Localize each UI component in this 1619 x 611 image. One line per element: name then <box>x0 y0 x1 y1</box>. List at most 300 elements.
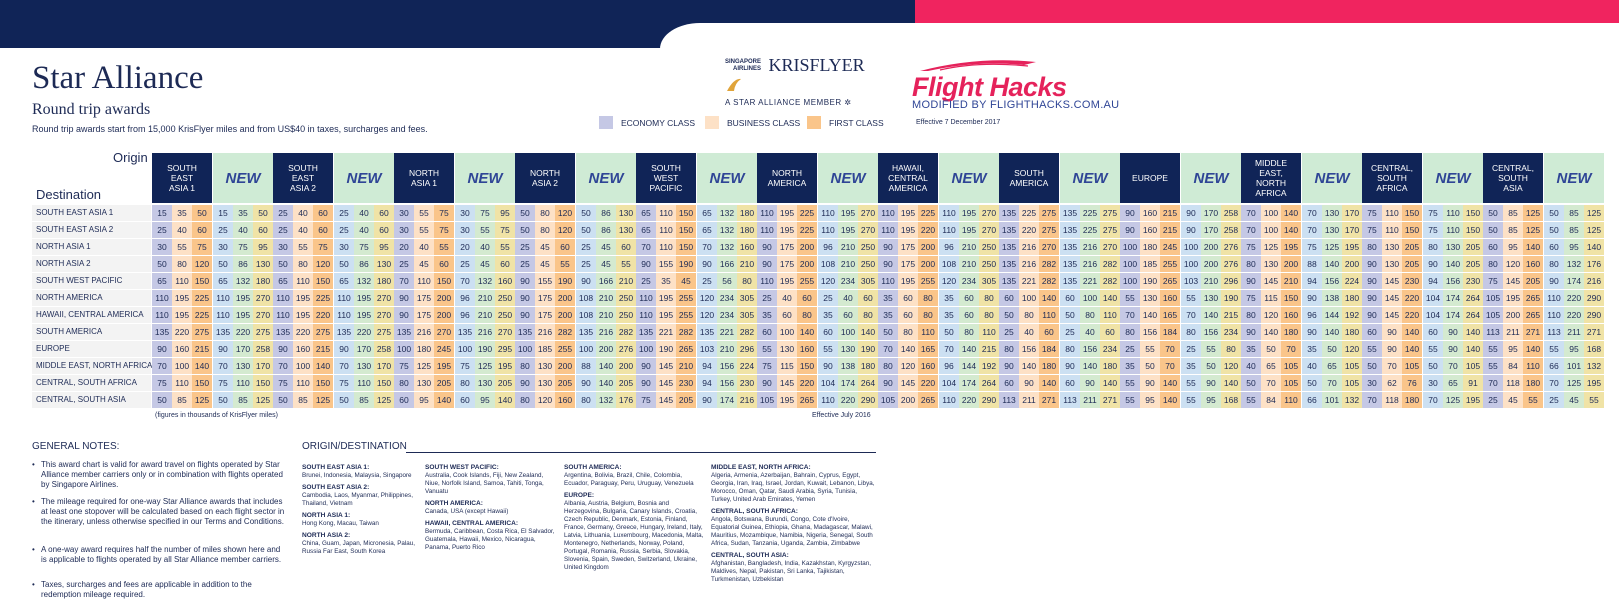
miles-cell: 105 <box>1281 375 1301 391</box>
miles-cell: 50 <box>192 205 212 221</box>
miles-cell: 195 <box>777 392 797 408</box>
miles-cell: 175 <box>777 256 797 272</box>
miles-cell: 65 <box>213 273 233 289</box>
miles-cell: 50 <box>1483 205 1503 221</box>
miles-cell: 88 <box>576 358 596 374</box>
miles-cell: 75 <box>1362 205 1382 221</box>
miles-cell: 105 <box>1463 358 1483 374</box>
miles-cell: 90 <box>1302 324 1322 340</box>
destination-row-label: NORTH AMERICA <box>32 290 151 306</box>
miles-cell: 60 <box>1544 239 1564 255</box>
new-header: NEW <box>334 153 394 203</box>
miles-cell: 25 <box>152 222 172 238</box>
miles-cell: 70 <box>1281 341 1301 357</box>
miles-cell: 120 <box>192 256 212 272</box>
miles-cell: 250 <box>495 307 515 323</box>
miles-cell: 271 <box>1039 392 1059 408</box>
miles-cell: 105 <box>1342 375 1362 391</box>
miles-cell: 65 <box>697 222 717 238</box>
miles-cell: 104 <box>939 375 959 391</box>
miles-cell: 15 <box>213 205 233 221</box>
miles-cell: 180 <box>1140 239 1160 255</box>
miles-cell: 55 <box>1181 290 1201 306</box>
miles-cell: 65 <box>1443 375 1463 391</box>
miles-cell: 110 <box>1544 307 1564 323</box>
miles-cell: 265 <box>797 392 817 408</box>
miles-cell: 170 <box>1342 205 1362 221</box>
miles-cell: 80 <box>918 307 938 323</box>
miles-cell: 110 <box>656 205 676 221</box>
miles-cell: 175 <box>777 239 797 255</box>
economy-swatch <box>599 116 613 129</box>
miles-cell: 140 <box>596 375 616 391</box>
origin-destination-column <box>302 464 420 560</box>
miles-cell: 215 <box>979 341 999 357</box>
miles-cell: 25 <box>394 256 414 272</box>
miles-cell: 95 <box>1564 239 1584 255</box>
miles-cell: 175 <box>414 290 434 306</box>
miles-cell: 200 <box>555 358 575 374</box>
miles-cell: 90 <box>697 256 717 272</box>
miles-cell: 55 <box>757 341 777 357</box>
miles-cell: 132 <box>717 205 737 221</box>
miles-cell: 70 <box>273 358 293 374</box>
miles-cell: 215 <box>1160 205 1180 221</box>
miles-cell: 290 <box>1584 307 1604 323</box>
miles-cell: 250 <box>858 256 878 272</box>
miles-cell: 225 <box>918 205 938 221</box>
miles-cell: 225 <box>192 307 212 323</box>
miles-cell: 80 <box>1362 239 1382 255</box>
miles-cell: 60 <box>999 290 1019 306</box>
miles-cell: 275 <box>253 324 273 340</box>
miles-cell: 110 <box>273 290 293 306</box>
miles-cell: 265 <box>1160 273 1180 289</box>
miles-cell: 125 <box>1523 222 1543 238</box>
miles-cell: 62 <box>1382 375 1402 391</box>
miles-cell: 25 <box>757 290 777 306</box>
miles-cell: 60 <box>555 239 575 255</box>
miles-cell: 264 <box>858 375 878 391</box>
miles-cell: 195 <box>495 358 515 374</box>
region-heading: CENTRAL, SOUTH ASIA: <box>711 552 789 559</box>
miles-cell: 75 <box>1423 205 1443 221</box>
miles-cell: 40 <box>233 222 253 238</box>
miles-cell: 265 <box>1523 290 1543 306</box>
miles-cell: 113 <box>1483 324 1503 340</box>
miles-cell: 113 <box>1060 392 1080 408</box>
miles-cell: 45 <box>414 256 434 272</box>
miles-cell: 205 <box>1402 239 1422 255</box>
miles-cell: 290 <box>979 392 999 408</box>
miles-cell: 50 <box>1423 358 1443 374</box>
miles-cell: 275 <box>192 324 212 340</box>
miles-cell: 270 <box>858 222 878 238</box>
miles-cell: 25 <box>818 290 838 306</box>
new-header: NEW <box>1060 153 1120 203</box>
miles-cell: 220 <box>1019 222 1039 238</box>
miles-cell: 156 <box>1140 324 1160 340</box>
miles-cell: 195 <box>898 205 918 221</box>
miles-cell: 75 <box>1241 290 1261 306</box>
miles-cell: 195 <box>959 205 979 221</box>
miles-cell: 70 <box>697 239 717 255</box>
miles-cell: 60 <box>1483 239 1503 255</box>
miles-cell: 216 <box>596 324 616 340</box>
miles-cell: 138 <box>838 358 858 374</box>
miles-cell: 200 <box>555 307 575 323</box>
miles-cell: 50 <box>1060 307 1080 323</box>
miles-cell: 70 <box>1302 222 1322 238</box>
miles-cell: 90 <box>1302 290 1322 306</box>
miles-cell: 96 <box>939 239 959 255</box>
miles-cell: 144 <box>1322 307 1342 323</box>
miles-cell: 110 <box>979 324 999 340</box>
miles-cell: 255 <box>1160 256 1180 272</box>
miles-cell: 125 <box>1261 239 1281 255</box>
miles-cell: 200 <box>596 341 616 357</box>
miles-cell: 50 <box>1483 222 1503 238</box>
miles-cell: 200 <box>918 239 938 255</box>
miles-cell: 70 <box>1544 375 1564 391</box>
miles-cell: 185 <box>1140 256 1160 272</box>
miles-cell: 100 <box>1080 290 1100 306</box>
miles-cell: 94 <box>1423 273 1443 289</box>
region-heading: NORTH AMERICA: <box>425 500 483 507</box>
miles-cell: 110 <box>636 290 656 306</box>
miles-cell: 190 <box>1221 290 1241 306</box>
band-curve <box>660 23 1619 53</box>
miles-cell: 90 <box>697 392 717 408</box>
miles-cell: 296 <box>737 341 757 357</box>
miles-cell: 60 <box>192 222 212 238</box>
miles-cell: 215 <box>192 341 212 357</box>
miles-cell: 110 <box>334 307 354 323</box>
miles-cell: 216 <box>1019 239 1039 255</box>
miles-cell: 140 <box>1322 324 1342 340</box>
miles-cell: 184 <box>1160 324 1180 340</box>
miles-cell: 195 <box>233 290 253 306</box>
miles-cell: 250 <box>495 290 515 306</box>
miles-cell: 110 <box>918 324 938 340</box>
miles-cell: 200 <box>898 392 918 408</box>
miles-cell: 271 <box>1100 392 1120 408</box>
miles-cell: 211 <box>1019 392 1039 408</box>
miles-cell: 140 <box>1281 205 1301 221</box>
miles-cell: 80 <box>1120 324 1140 340</box>
miles-cell: 118 <box>1382 392 1402 408</box>
legend-first-label: FIRST CLASS <box>829 117 884 128</box>
miles-cell: 140 <box>1402 324 1422 340</box>
miles-cell: 170 <box>1201 205 1221 221</box>
legend-business-label: BUSINESS CLASS <box>727 117 801 128</box>
singapore-airlines-wordmark: SINGAPORE AIRLINES <box>725 58 762 72</box>
miles-cell: 40 <box>172 222 192 238</box>
miles-cell: 110 <box>939 392 959 408</box>
zone-header: CENTRAL, SOUTH AFRICA <box>1362 153 1422 203</box>
miles-cell: 110 <box>818 392 838 408</box>
miles-cell: 125 <box>1322 239 1342 255</box>
miles-cell: 270 <box>434 324 454 340</box>
miles-cell: 130 <box>374 256 394 272</box>
miles-cell: 70 <box>1160 341 1180 357</box>
miles-cell: 80 <box>576 392 596 408</box>
miles-cell: 90 <box>1443 341 1463 357</box>
miles-cell: 135 <box>455 324 475 340</box>
page-subtitle: Round trip awards <box>32 101 151 118</box>
miles-cell: 90 <box>1241 324 1261 340</box>
miles-cell: 35 <box>878 307 898 323</box>
miles-cell: 270 <box>253 307 273 323</box>
miles-cell: 290 <box>1584 290 1604 306</box>
miles-cell: 130 <box>1382 256 1402 272</box>
miles-cell: 45 <box>475 256 495 272</box>
miles-cell: 234 <box>959 273 979 289</box>
miles-cell: 195 <box>293 307 313 323</box>
miles-cell: 40 <box>1241 358 1261 374</box>
miles-cell: 180 <box>737 205 757 221</box>
miles-cell: 216 <box>1080 256 1100 272</box>
miles-cell: 282 <box>676 324 696 340</box>
miles-cell: 86 <box>596 205 616 221</box>
miles-cell: 120 <box>1261 307 1281 323</box>
miles-cell: 30 <box>152 239 172 255</box>
miles-cell: 275 <box>1039 222 1059 238</box>
miles-cell: 75 <box>354 239 374 255</box>
miles-cell: 234 <box>1100 341 1120 357</box>
zone-header: CENTRAL, SOUTH ASIA <box>1483 153 1543 203</box>
miles-cell: 95 <box>1564 341 1584 357</box>
zone-header: SOUTH EAST ASIA 2 <box>273 153 333 203</box>
miles-cell: 140 <box>1281 222 1301 238</box>
miles-cell: 75 <box>152 375 172 391</box>
miles-cell: 90 <box>334 341 354 357</box>
miles-cell: 180 <box>737 222 757 238</box>
miles-cell: 110 <box>1100 307 1120 323</box>
miles-cell: 190 <box>475 341 495 357</box>
top-pink-band <box>915 0 1619 23</box>
miles-cell: 150 <box>676 205 696 221</box>
miles-cell: 150 <box>374 375 394 391</box>
miles-cell: 220 <box>918 375 938 391</box>
miles-cell: 103 <box>1181 273 1201 289</box>
miles-cell: 195 <box>1463 392 1483 408</box>
miles-cell: 50 <box>334 392 354 408</box>
miles-cell: 80 <box>1423 239 1443 255</box>
miles-cell: 135 <box>999 256 1019 272</box>
miles-cell: 225 <box>1019 205 1039 221</box>
miles-cell: 110 <box>818 222 838 238</box>
region-countries: Albania, Austria, Belgium, Bosnia and Herzegovina, Bulgaria, Canary Islands, Croatia, Czech Republic, Denmark, Estonia, Finland, France, Germany, Greece, Hungary, Ireland, Italy, Latvia, Lithuania, Luxembourg, Macedonia, Malta, Montenegro, Netherlands, Norway, Poland, Portugal, Romania, Russia, Serbia, Slovakia, Slovenia, Spain, Sweden, Switzerland, Ukraine, United Kingdom <box>564 500 704 571</box>
miles-cell: 35 <box>757 307 777 323</box>
miles-cell: 135 <box>1060 205 1080 221</box>
miles-cell: 156 <box>1019 341 1039 357</box>
miles-cell: 55 <box>1362 341 1382 357</box>
miles-cell: 25 <box>515 239 535 255</box>
miles-cell: 132 <box>233 273 253 289</box>
new-header: NEW <box>1181 153 1241 203</box>
miles-cell: 140 <box>1463 341 1483 357</box>
miles-cell: 40 <box>354 222 374 238</box>
miles-cell: 110 <box>878 205 898 221</box>
miles-cell: 110 <box>878 273 898 289</box>
star-alliance-tagline: A STAR ALLIANCE MEMBER <box>725 98 842 108</box>
miles-cell: 155 <box>656 256 676 272</box>
miles-cell: 190 <box>1140 273 1160 289</box>
miles-cell: 170 <box>233 341 253 357</box>
miles-cell: 50 <box>1362 358 1382 374</box>
miles-cell: 220 <box>918 222 938 238</box>
miles-cell: 125 <box>1443 392 1463 408</box>
miles-cell: 30 <box>394 205 414 221</box>
miles-cell: 225 <box>192 290 212 306</box>
miles-cell: 70 <box>152 358 172 374</box>
miles-cell: 135 <box>1060 239 1080 255</box>
miles-cell: 140 <box>1523 341 1543 357</box>
miles-cell: 94 <box>697 375 717 391</box>
miles-cell: 105 <box>1402 358 1422 374</box>
miles-cell: 234 <box>717 290 737 306</box>
miles-cell: 255 <box>676 307 696 323</box>
page-title: Star Alliance <box>32 60 204 96</box>
miles-cell: 140 <box>1322 256 1342 272</box>
miles-cell: 130 <box>616 222 636 238</box>
miles-cell: 258 <box>1221 222 1241 238</box>
miles-cell: 110 <box>878 222 898 238</box>
miles-cell: 174 <box>959 375 979 391</box>
miles-cell: 35 <box>172 205 192 221</box>
miles-cell: 35 <box>878 290 898 306</box>
miles-cell: 120 <box>1503 256 1523 272</box>
miles-cell: 100 <box>636 341 656 357</box>
destination-row-label: NORTH ASIA 2 <box>32 256 151 272</box>
miles-cell: 220 <box>293 324 313 340</box>
miles-cell: 90 <box>1362 256 1382 272</box>
figures-note: (figures in thousands of KrisFlyer miles) <box>155 412 278 419</box>
miles-cell: 110 <box>656 222 676 238</box>
miles-cell: 35 <box>233 205 253 221</box>
miles-cell: 25 <box>334 205 354 221</box>
origin-destination-heading: ORIGIN/DESTINATION <box>302 441 407 452</box>
miles-cell: 234 <box>1221 324 1241 340</box>
miles-cell: 90 <box>636 375 656 391</box>
miles-cell: 66 <box>1544 358 1564 374</box>
miles-cell: 80 <box>979 290 999 306</box>
miles-cell: 175 <box>535 307 555 323</box>
miles-cell: 80 <box>1181 324 1201 340</box>
miles-cell: 40 <box>838 290 858 306</box>
miles-cell: 110 <box>293 273 313 289</box>
miles-cell: 195 <box>354 290 374 306</box>
miles-cell: 60 <box>858 290 878 306</box>
miles-cell: 271 <box>1523 324 1543 340</box>
miles-cell: 90 <box>515 273 535 289</box>
miles-cell: 255 <box>918 273 938 289</box>
miles-cell: 170 <box>374 358 394 374</box>
miles-cell: 258 <box>1221 205 1241 221</box>
miles-cell: 210 <box>1201 273 1221 289</box>
miles-cell: 35 <box>656 273 676 289</box>
new-header: NEW <box>213 153 273 203</box>
miles-cell: 90 <box>213 341 233 357</box>
miles-cell: 195 <box>777 222 797 238</box>
miles-cell: 118 <box>1503 375 1523 391</box>
miles-cell: 105 <box>1483 290 1503 306</box>
miles-cell: 90 <box>1120 222 1140 238</box>
zone-header: NORTH AMERICA <box>757 153 817 203</box>
miles-cell: 120 <box>555 205 575 221</box>
destination-row-label: CENTRAL, SOUTH AFRICA <box>32 375 151 391</box>
miles-cell: 30 <box>273 239 293 255</box>
miles-cell: 230 <box>676 375 696 391</box>
miles-cell: 90 <box>1241 273 1261 289</box>
krisflyer-wordmark: KRISFLYER <box>768 55 865 75</box>
miles-cell: 125 <box>1564 375 1584 391</box>
miles-cell: 210 <box>737 256 757 272</box>
miles-cell: 250 <box>979 256 999 272</box>
miles-cell: 140 <box>1584 239 1604 255</box>
miles-cell: 175 <box>898 239 918 255</box>
miles-cell: 282 <box>737 324 757 340</box>
miles-cell: 205 <box>1463 256 1483 272</box>
miles-cell: 215 <box>1160 222 1180 238</box>
miles-cell: 165 <box>1160 307 1180 323</box>
miles-cell: 195 <box>293 290 313 306</box>
miles-cell: 70 <box>1322 375 1342 391</box>
miles-cell: 75 <box>434 222 454 238</box>
miles-cell: 265 <box>918 392 938 408</box>
miles-cell: 45 <box>1503 392 1523 408</box>
miles-cell: 120 <box>313 256 333 272</box>
miles-cell: 35 <box>939 307 959 323</box>
miles-cell: 130 <box>1443 239 1463 255</box>
flighthacks-wordmark: Flight Hacks <box>912 72 1067 102</box>
miles-cell: 220 <box>1564 290 1584 306</box>
miles-cell: 100 <box>1120 256 1140 272</box>
region-heading: MIDDLE EAST, NORTH AFRICA: <box>711 464 811 471</box>
miles-cell: 275 <box>374 324 394 340</box>
destination-row-label: HAWAII, CENTRAL AMERICA <box>32 307 151 323</box>
region-countries: Bermuda, Caribbean, Costa Rica, El Salvador, Guatemala, Hawaii, Mexico, Nicaragua, Panama, Puerto Rico <box>425 528 555 551</box>
region-countries: Angola, Botswana, Burundi, Congo, Cote d'Ivoire, Equatorial Guinea, Ethiopia, Ghana, Madagascar, Malawi, Mauritius, Mozambique, Namibia, Nigeria, Senegal, South Africa, Sudan, Tanzania, Uganda, Zambia, Zimbabwe <box>711 516 873 547</box>
miles-cell: 110 <box>1443 205 1463 221</box>
miles-cell: 225 <box>1080 222 1100 238</box>
miles-cell: 140 <box>1019 358 1039 374</box>
miles-cell: 205 <box>1463 239 1483 255</box>
miles-cell: 80 <box>797 307 817 323</box>
miles-cell: 90 <box>999 358 1019 374</box>
miles-cell: 86 <box>354 256 374 272</box>
miles-cell: 250 <box>858 239 878 255</box>
miles-cell: 135 <box>213 324 233 340</box>
miles-cell: 95 <box>253 239 273 255</box>
miles-cell: 200 <box>434 307 454 323</box>
miles-cell: 275 <box>1100 222 1120 238</box>
miles-cell: 216 <box>535 324 555 340</box>
miles-cell: 110 <box>1382 205 1402 221</box>
miles-cell: 70 <box>213 358 233 374</box>
miles-cell: 35 <box>1241 341 1261 357</box>
miles-cell: 150 <box>1463 205 1483 221</box>
miles-cell: 95 <box>374 239 394 255</box>
miles-cell: 60 <box>313 222 333 238</box>
miles-cell: 125 <box>313 392 333 408</box>
legend-economy-label: ECONOMY CLASS <box>621 117 696 128</box>
miles-cell: 180 <box>1100 358 1120 374</box>
miles-cell: 216 <box>475 324 495 340</box>
miles-cell: 84 <box>1503 358 1523 374</box>
miles-cell: 174 <box>838 375 858 391</box>
